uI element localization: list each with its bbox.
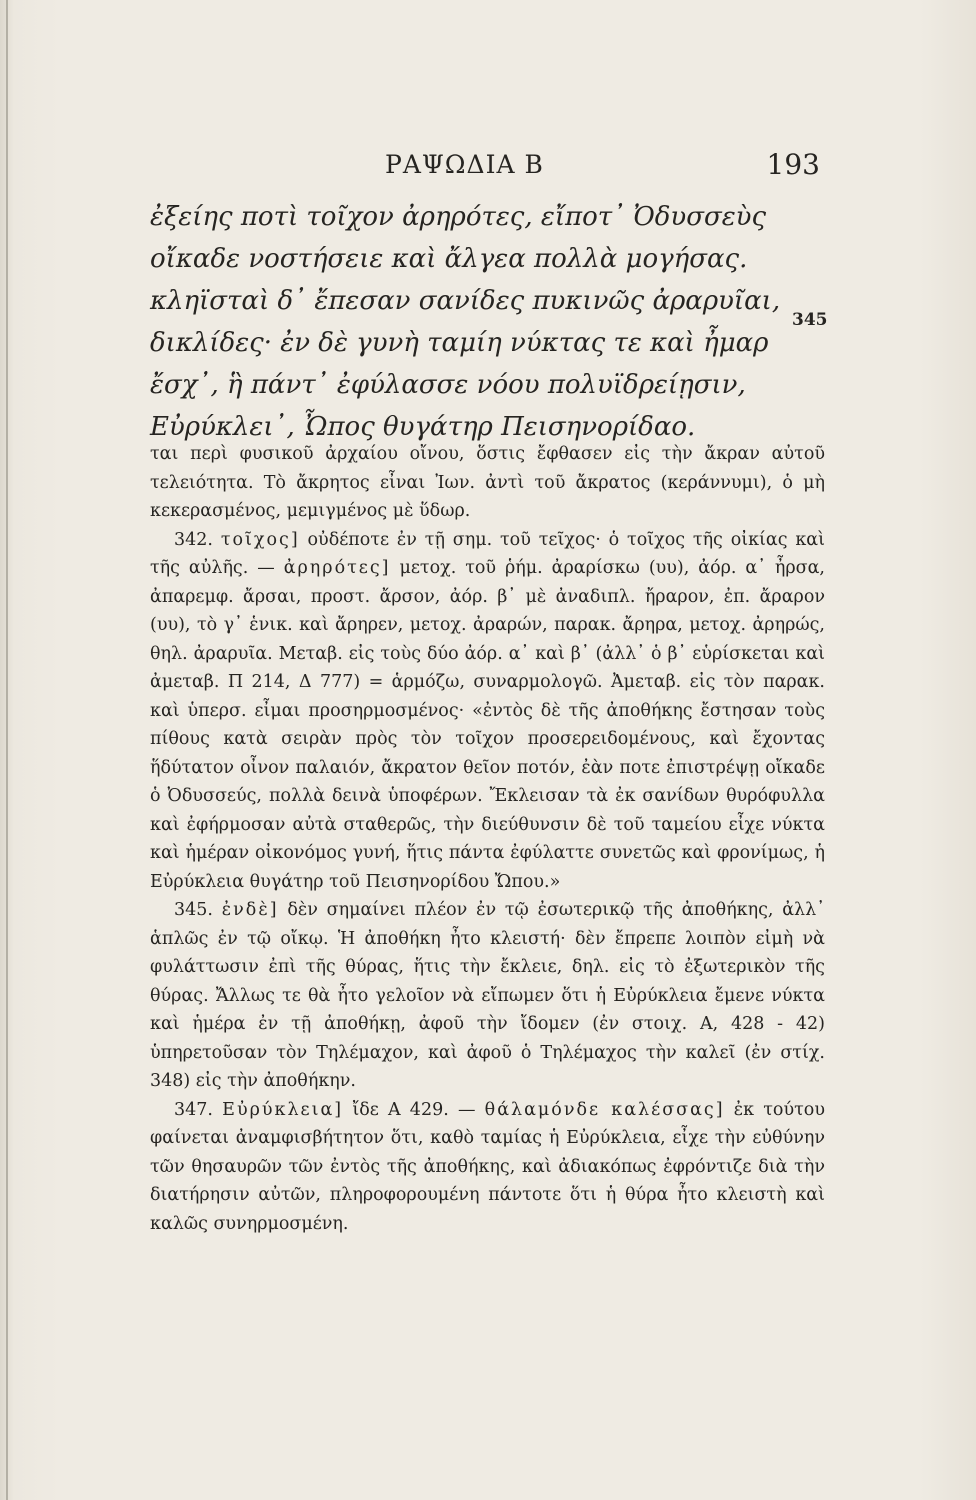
verse-line-number: 345 (792, 310, 828, 330)
page-header (145, 150, 820, 190)
note-number: 345. (174, 900, 213, 920)
page-number: 193 (766, 148, 820, 181)
note-342 (150, 526, 825, 897)
note-lemma: τοῖχος] (220, 529, 300, 550)
verse-line: ἐξείης ποτὶ τοῖχον ἀρηρότες, εἴποτ᾽ Ὀδυσσεὺς (150, 202, 767, 232)
binding-gutter (6, 0, 8, 1500)
note-text: ἐκ τούτου φαίνεται ἀναμφισβήτητον ὅτι, καθὸ ταμίας ἡ Εὐρύκλεια, εἶχε τὴν εὐθύνην τῶν θησαυρῶν τῶν ἐντὸς τῆς ἀποθήκης, καὶ ἀδιακόπως ἐφρόντιζε διὰ τὴν διατήρησιν αὐτῶν, πληροφορουμένη πάντοτε ὅτι ἡ θύρα ἦτο κλειστὴ καὶ καλῶς συνηρμοσμένη. (150, 1099, 825, 1234)
note-lemma: ἐνδὲ] (221, 900, 279, 920)
note-number: 342. (174, 529, 213, 550)
verse-line: κληϊσταὶ δ᾽ ἔπεσαν σανίδες πυκινῶς ἀραρυῖαι, (150, 286, 781, 316)
note-text: μετοχ. τοῦ ῥήμ. ἀραρίσκω (υυ), ἀόρ. α᾽ ἦρσα, ἀπαρεμφ. ἄρσαι, προστ. ἄρσον, ἀόρ. β᾽ μὲ ἀναδιπλ. ἤραρον, ἐπ. ἄραρον (υυ), τὸ γ᾽ ἑνικ. καὶ ἄρηρεν, μετοχ. ἀραρών, παρακ. ἄρηρα, μετοχ. ἀρηρώς, θηλ. ἀραρυῖα. Μεταβ. εἰς τοὺς δύο ἀόρ. α᾽ καὶ β᾽ (ἀλλ᾽ ὁ β᾽ εὑρίσκεται καὶ ἀμεταβ. Π 214, Δ 777) = ἁρμόζω, συναρμολογῶ. Ἀμεταβ. εἰς τὸν παρακ. καὶ ὑπερσ. εἶμαι προσηρμοσμένος· «ἐντὸς δὲ τῆς ἀποθήκης ἔστησαν τοὺς πίθους κατὰ σειρὰν πρὸς τὸν τοῖχον προσερειδομένους, καὶ ἔχοντας ἥδύτατον οἶνον παλαιόν, ἄκρατον θεῖον ποτόν, ἐὰν ποτε ἐπιστρέψῃ οἴκαδε ὁ Ὀδυσσεύς, πολλὰ δεινὰ ὑποφέρων. Ἔκλεισαν τὰ ἐκ σανίδων θυρόφυλλα καὶ ἐφήρμοσαν αὐτὰ σταθερῶς, τὴν διεύθυνσιν δὲ τοῦ ταμείου εἶχε νύκτα καὶ ἡμέραν οἰκονόμος γυνή, ἥτις πάντα ἐφύλαττε συνετῶς καὶ φρονίμως, ἡ Εὐρύκλεια θυγάτηρ τοῦ Πεισηνορίδου Ὤπου.» (150, 558, 825, 892)
note-347 (150, 1096, 825, 1239)
verse-line: οἴκαδε νοστήσειε καὶ ἄλγεα πολλὰ μογήσας. (150, 244, 748, 274)
commentary-intro: ται περὶ φυσικοῦ ἀρχαίου οἴνου, ὅστις ἔφθασεν εἰς τὴν ἄκραν αὐτοῦ τελειότητα. Τὸ ἄκρητος εἶναι Ἰων. ἀντὶ τοῦ ἄκρατος (κεράννυμι), ὁ μὴ κεκερασμένος, μεμιγμένος μὲ ὕδωρ. (150, 444, 825, 521)
verse-block (150, 196, 830, 448)
verse-line: ἔσχ᾽, ἣ πάντ᾽ ἐφύλασσε νόου πολυϊδρείῃσιν, (150, 370, 746, 400)
note-text: δὲν σημαίνει πλέον ἐν τῷ ἐσωτερικῷ τῆς ἀποθήκης, ἀλλ᾽ ἁπλῶς ἐν τῷ οἴκῳ. Ἡ ἀποθήκη ἦτο κλειστή· δὲν ἔπρεπε λοιπὸν εἰμὴ νὰ φυλάττωσιν ἐπὶ τῆς θύρας, ἥτις τὴν ἔκλειε, δηλ. εἰς τὸ ἐξωτερικὸν τῆς θύρας. Ἄλλως τε θὰ ἦτο γελοῖον νὰ εἴπωμεν ὅτι ἡ Εὐρύκλεια ἔμενε νύκτα καὶ ἡμέρα ἐν τῇ ἀποθήκῃ, ἀφοῦ τὴν ἴδομεν (ἐν στοιχ. Α, 428 - 42) ὑπηρετοῦσαν τὸν Τηλέμαχον, καὶ ἀφοῦ ὁ Τηλέμαχος τὴν καλεῖ (ἐν στίχ. 348) εἰς τὴν ἀποθήκην. (150, 900, 825, 1091)
note-number: 347. (174, 1099, 213, 1120)
note-345 (150, 896, 825, 1096)
verse-line: Εὐρύκλει᾽, Ὦπος θυγάτηρ Πεισηνορίδαο. (150, 412, 696, 442)
note-lemma: Εὐρύκλεια] (222, 1099, 344, 1120)
note-lemma: ἀρηρότες] (283, 558, 391, 578)
verse-line: δικλίδες· ἐν δὲ γυνὴ ταμίη νύκτας τε καὶ ἦμαρ (150, 328, 769, 358)
note-text: ἴδε Α 429. — (352, 1099, 476, 1120)
note-text: οὐδέποτε ἐν τῇ σημ. τοῦ τεῖχος· ὁ τοῖχος τῆς οἰκίας καὶ τῆς αὐλῆς. — (150, 529, 825, 578)
note-lemma: θάλαμόνδε καλέσσας] (484, 1099, 725, 1120)
commentary-block (150, 440, 825, 1238)
running-title: ΡΑΨΩΔΙΑ Β (385, 150, 544, 179)
